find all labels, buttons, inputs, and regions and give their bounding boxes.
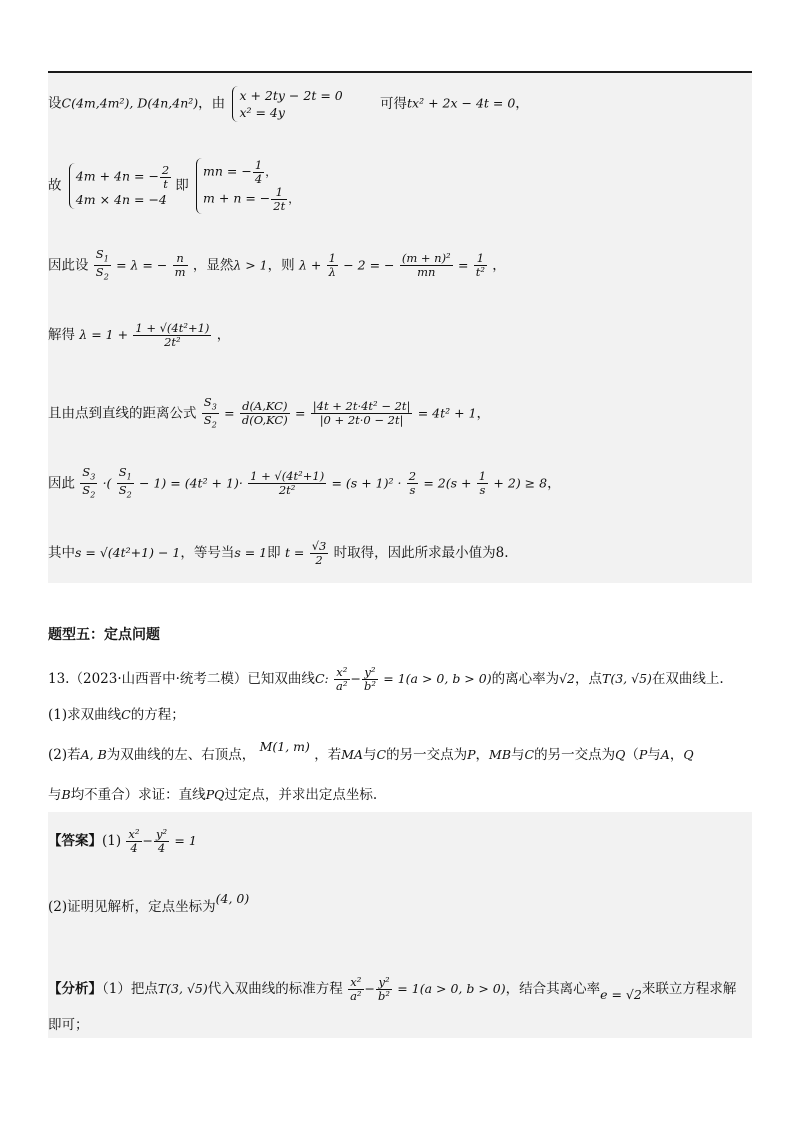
section-heading: 题型五：定点问题 [48,627,160,643]
analysis-line-1: 【分析】（1）把点T(3, √5)代入双曲线的标准方程 $\frac{\text{x²}}{\text{a²}}$ − $\frac{\text{y²}}{\text{b²}}$ = 1(a > 0, b > 0)，结合其离心率e = √2来联立方程求解 [48,975,737,1003]
answer-line-2: (2)证明见解析，定点坐标为(4, 0) [48,891,250,915]
solution-line-1: 设C(4m,4m²), D(4n,4n²)，由 x + 2ty − 2t = 0 x² = 4y 可得tx² + 2x − 4t = 0， [48,88,529,120]
problem-line-3: (2)若A, B为双曲线的左、右顶点， M(1, m) ，若MA与C的另一交点为P，MB与C的另一交点为Q（P与A，Q [48,739,694,763]
analysis-line-2: 即可； [48,1017,89,1033]
equation-system-1: x + 2ty − 2t = 0 x² = 4y [232,86,342,122]
problem-line-4: 与B均不重合）求证：直线PQ过定点，并求出定点坐标. [48,787,378,803]
equation-system-2: 4m + 4n = − $\frac{2}{t}$ 4m × 4n = −4 [69,163,172,209]
solution-line-5: 且由点到直线的距离公式 $\frac{S_3}{S_2}$ = $\frac{d(A,KC)}{d(O,KC)}$ = $\frac{\text{|4t + 2t·4t² − 2t|}}{|0 + 2t\cdot 0 - 2t|}$ = 4t² + 1， [48,395,491,430]
problem-line-2: (1)求双曲线C的方程； [48,707,185,723]
solution-line-4: 解得 λ = 1 + $\frac{\text{1 + √(4t²+1)}}{\text{2t²}}$ ， [48,321,231,349]
solution-line-7: 其中s = √(4t²+1) − 1，等号当s = 1即 t = $\frac{√3}{2}$ 时取得，因此所求最小值为8. [48,539,509,567]
answer-line-1: 【答案】(1) $\frac{\text{x²}}{4}$ − $\frac{\text{y²}}{4}$ = 1 [48,827,197,855]
problem-line-1: 13.（2023·山西晋中·统考二模）已知双曲线C: $\frac{\text{x²}}{\text{a²}}$ − $\frac{\text{y²}}{\text{b²}}$ = 1(a > 0, b > 0)的离心率为√2，点T(3, √5)在双曲线上. [48,665,724,693]
equation-system-3: mn = − $\frac{1}{4}$ ， m + n = − $\frac{1}{2t}$ ， [196,158,300,214]
solution-line-6: 因此 $\frac{S_3}{S_2}$ ·( $\frac{S_1}{S_2}$ − 1) = (4t² + 1)· $\frac{\text{1 + √(4t²+1)}}{\text{2t²}}$ = (s + 1)² · $\frac{2}{s}$ = 2(s + $\frac{1}{s}$ + 2) ≥ 8， [48,465,561,500]
solution-line-2: 故 4m + 4n = − $\frac{2}{t}$ 4m × 4n = −4 即 mn = − $\frac{1}{4}$ ， m + n = − $\frac{1}{2t}$ ， [48,158,300,213]
solution-line-3: 因此设 $\frac{S_1}{S_2}$ = λ = − $\frac{n}{m}$ ，显然λ > 1，则 λ + $\frac{1}{\lambda}$ − 2 = − $\frac{\text{(m + n)²}}{mn}$ = $\frac{1}{\text{t²}}$ ， [48,247,506,282]
